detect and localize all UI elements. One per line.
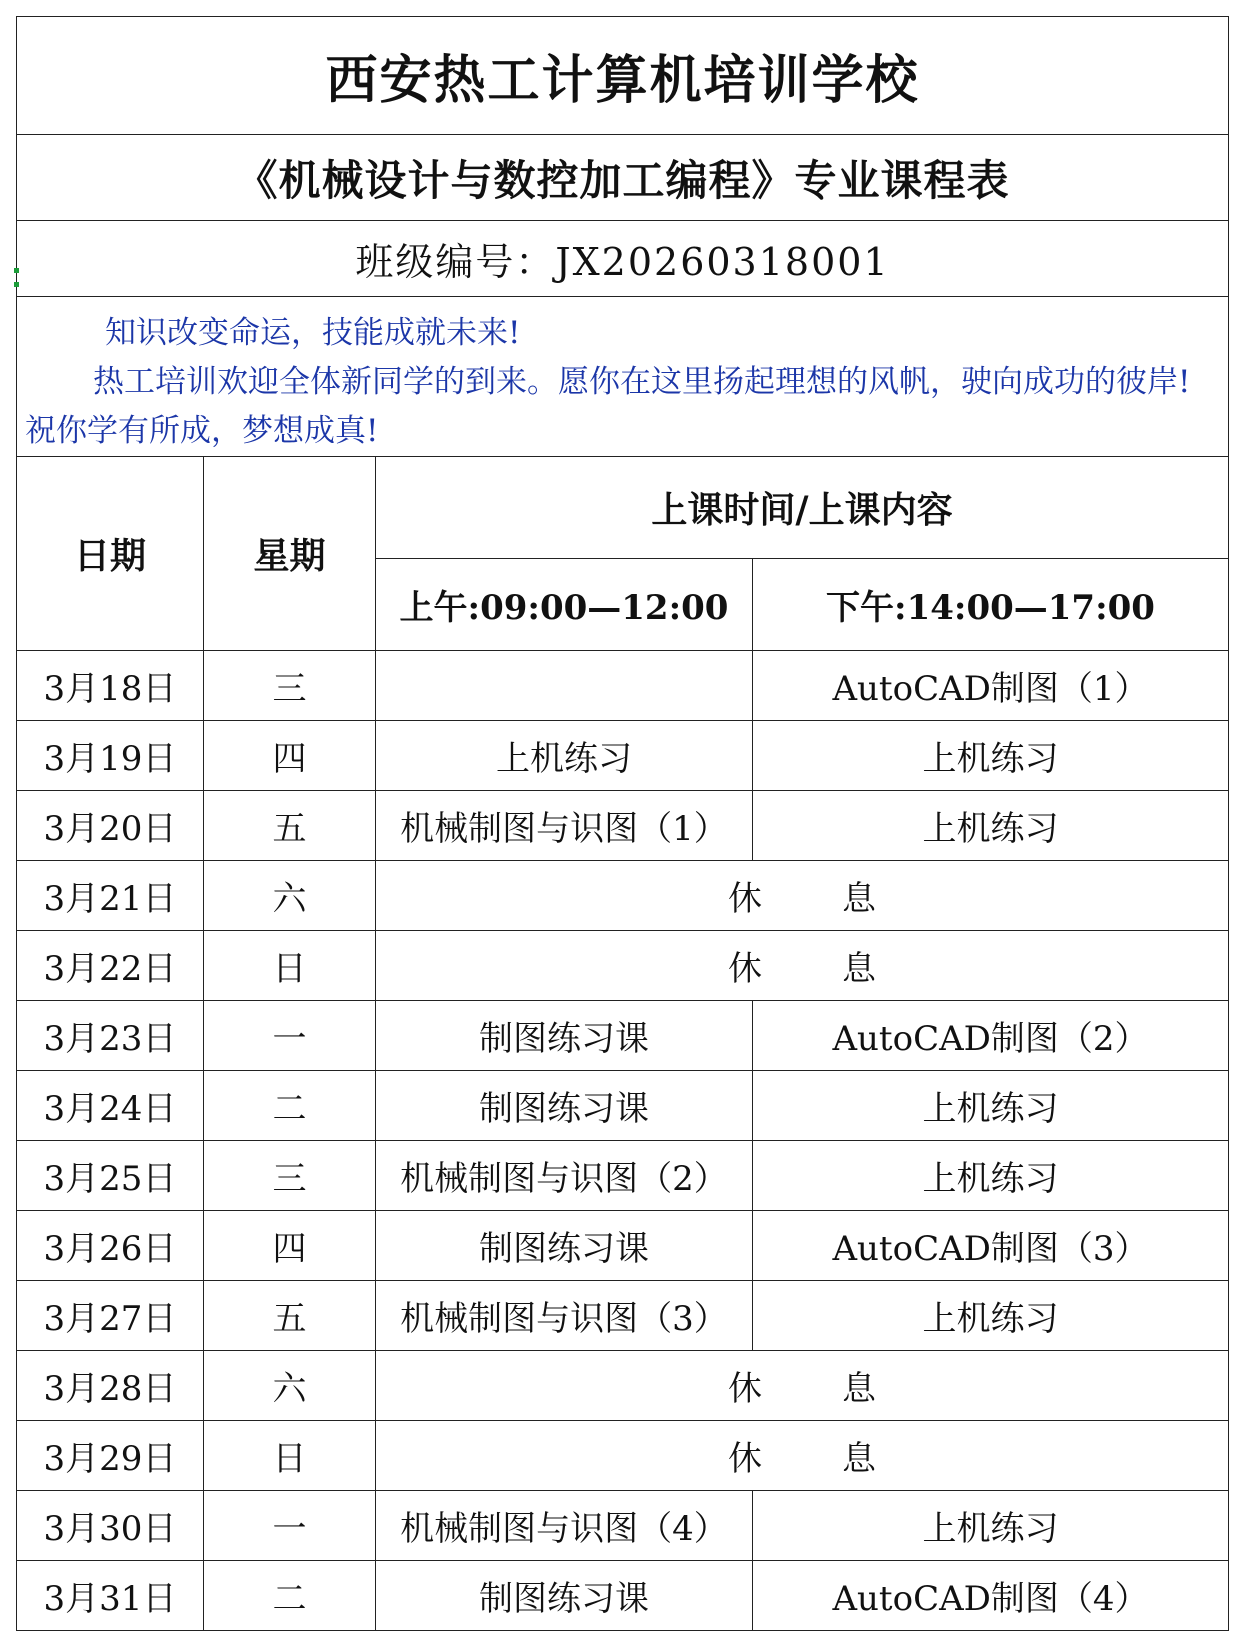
- rest-label: 休息: [728, 1439, 956, 1479]
- afternoon-class-cell: AutoCAD制图（1）: [753, 651, 1229, 721]
- morning-class-cell: 机械制图与识图（1）: [376, 791, 753, 861]
- table-row: [17, 721, 1229, 791]
- table-row: [17, 1071, 1229, 1141]
- table-row: [17, 1351, 1229, 1421]
- weekday-cell: 日: [204, 931, 376, 1001]
- table-row: [17, 1281, 1229, 1351]
- rest-label: 休息: [728, 879, 956, 919]
- header-morning: 上午:09:00—12:00: [376, 559, 753, 651]
- date-cell: 3月28日: [17, 1351, 204, 1421]
- morning-class-cell: 制图练习课: [376, 1071, 753, 1141]
- slogan-line-2: 热工培训欢迎全体新同学的到来。愿你在这里扬起理想的风帆，驶向成功的彼岸! 祝你学有所成，梦想成真!: [25, 364, 1191, 449]
- table-row: [17, 651, 1229, 721]
- afternoon-class-cell: AutoCAD制图（2）: [753, 1001, 1229, 1071]
- table-row: [17, 1141, 1229, 1211]
- morning-class-cell: 制图练习课: [376, 1561, 753, 1631]
- afternoon-class-cell: 上机练习: [753, 791, 1229, 861]
- schedule-sheet: [16, 16, 1228, 1631]
- morning-class-cell: [376, 651, 753, 721]
- rest-label: 休息: [728, 1369, 956, 1409]
- afternoon-class-cell: 上机练习: [753, 1491, 1229, 1561]
- morning-class-cell: 制图练习课: [376, 1211, 753, 1281]
- table-row: [17, 1211, 1229, 1281]
- table-row: [17, 1421, 1229, 1491]
- weekday-cell: 日: [204, 1421, 376, 1491]
- date-cell: 3月20日: [17, 791, 204, 861]
- afternoon-class-cell: AutoCAD制图（4）: [753, 1561, 1229, 1631]
- afternoon-class-cell: AutoCAD制图（3）: [753, 1211, 1229, 1281]
- date-cell: 3月26日: [17, 1211, 204, 1281]
- table-row: [17, 861, 1229, 931]
- table-row: [17, 1561, 1229, 1631]
- cell-marker: [14, 268, 19, 273]
- weekday-cell: 三: [204, 1141, 376, 1211]
- cell-marker: [14, 282, 19, 287]
- afternoon-class-cell: 上机练习: [753, 721, 1229, 791]
- course-title: 《机械设计与数控加工编程》专业课程表: [17, 135, 1229, 221]
- date-cell: 3月29日: [17, 1421, 204, 1491]
- date-cell: 3月25日: [17, 1141, 204, 1211]
- header-content: 上课时间/上课内容: [376, 457, 1229, 559]
- weekday-cell: 五: [204, 791, 376, 861]
- morning-class-cell: 上机练习: [376, 721, 753, 791]
- slogan-line-1: 知识改变命运，技能成就未来!: [105, 315, 521, 351]
- weekday-cell: 四: [204, 1211, 376, 1281]
- weekday-cell: 一: [204, 1001, 376, 1071]
- table-row: [17, 1491, 1229, 1561]
- weekday-cell: 二: [204, 1071, 376, 1141]
- header-afternoon: 下午:14:00—17:00: [753, 559, 1229, 651]
- class-id: 班级编号：JX20260318001: [17, 221, 1229, 297]
- date-cell: 3月21日: [17, 861, 204, 931]
- date-cell: 3月23日: [17, 1001, 204, 1071]
- date-cell: 3月19日: [17, 721, 204, 791]
- table-row: [17, 791, 1229, 861]
- afternoon-class-cell: 上机练习: [753, 1281, 1229, 1351]
- rest-cell: [376, 1421, 1229, 1491]
- weekday-cell: 四: [204, 721, 376, 791]
- weekday-cell: 二: [204, 1561, 376, 1631]
- date-cell: 3月30日: [17, 1491, 204, 1561]
- header-date: 日期: [17, 457, 204, 651]
- weekday-cell: 一: [204, 1491, 376, 1561]
- schedule-table: [16, 16, 1229, 1631]
- weekday-cell: 五: [204, 1281, 376, 1351]
- table-row: [17, 931, 1229, 1001]
- afternoon-class-cell: 上机练习: [753, 1141, 1229, 1211]
- rest-cell: [376, 931, 1229, 1001]
- weekday-cell: 三: [204, 651, 376, 721]
- morning-class-cell: 制图练习课: [376, 1001, 753, 1071]
- afternoon-class-cell: 上机练习: [753, 1071, 1229, 1141]
- date-cell: 3月24日: [17, 1071, 204, 1141]
- rest-cell: [376, 1351, 1229, 1421]
- welcome-slogan: [17, 297, 1229, 457]
- weekday-cell: 六: [204, 1351, 376, 1421]
- date-cell: 3月27日: [17, 1281, 204, 1351]
- weekday-cell: 六: [204, 861, 376, 931]
- header-weekday: 星期: [204, 457, 376, 651]
- date-cell: 3月22日: [17, 931, 204, 1001]
- rest-label: 休息: [728, 949, 956, 989]
- table-row: [17, 1001, 1229, 1071]
- morning-class-cell: 机械制图与识图（2）: [376, 1141, 753, 1211]
- morning-class-cell: 机械制图与识图（3）: [376, 1281, 753, 1351]
- school-name: 西安热工计算机培训学校: [17, 17, 1229, 135]
- date-cell: 3月31日: [17, 1561, 204, 1631]
- morning-class-cell: 机械制图与识图（4）: [376, 1491, 753, 1561]
- date-cell: 3月18日: [17, 651, 204, 721]
- rest-cell: [376, 861, 1229, 931]
